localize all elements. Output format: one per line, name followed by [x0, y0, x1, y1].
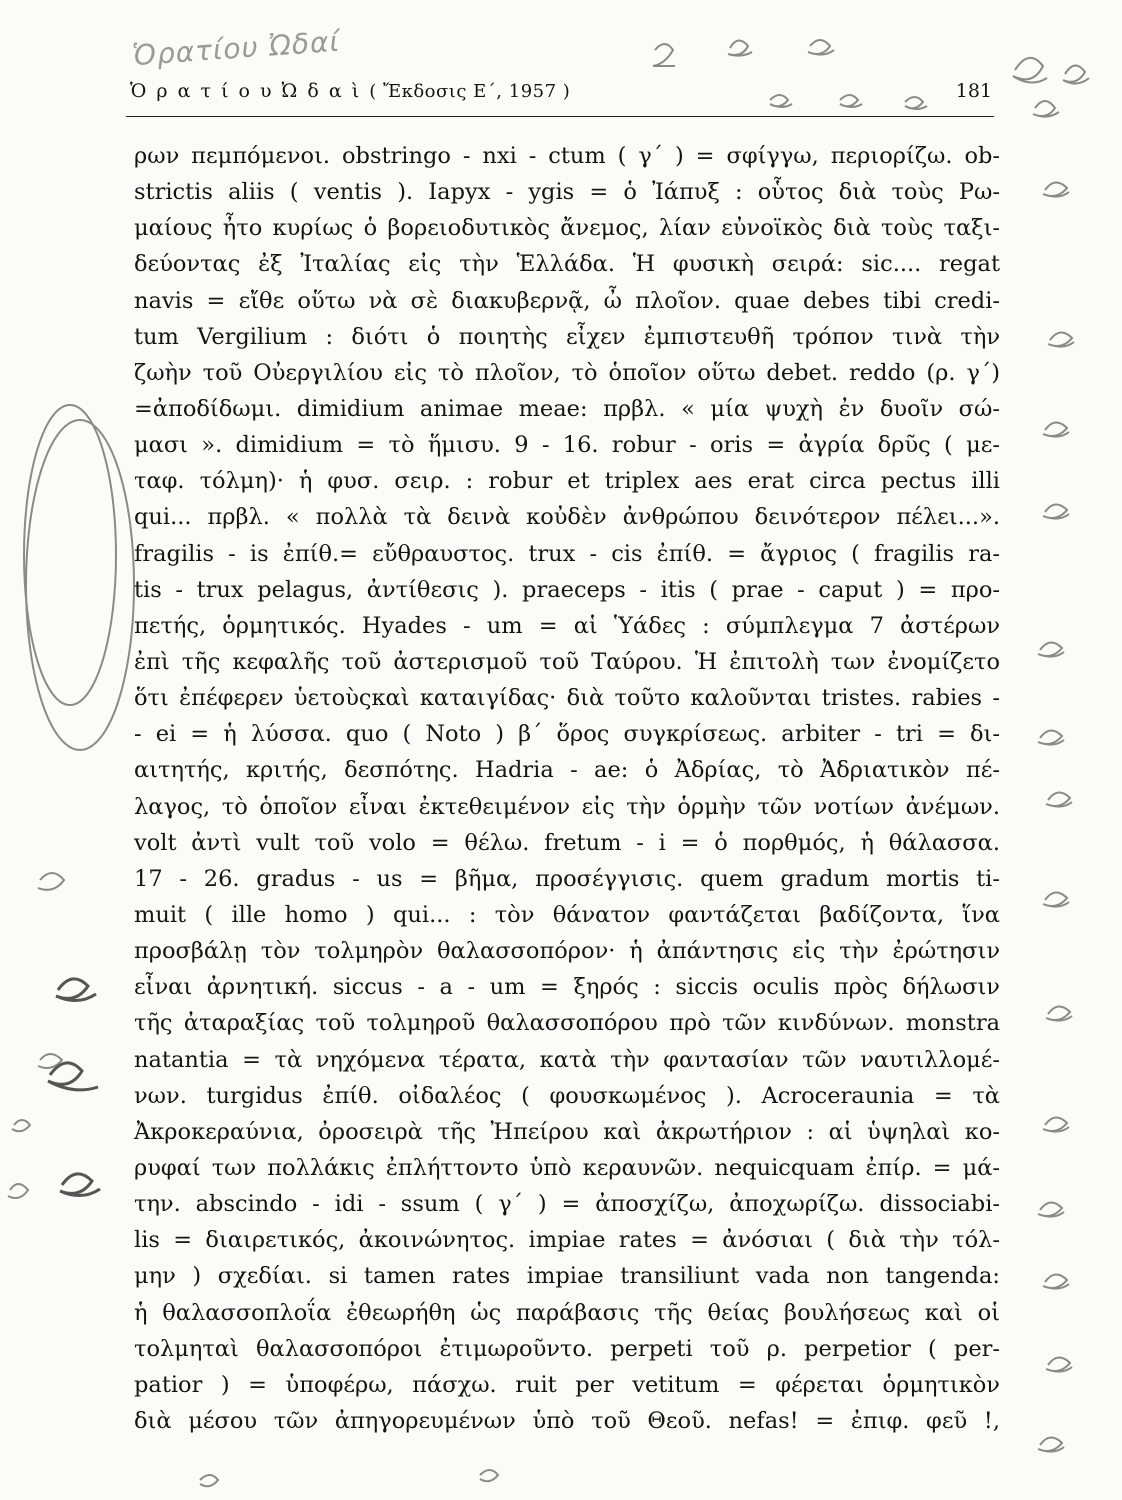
pencil-mark — [480, 1470, 498, 1481]
pencil-mark — [1043, 422, 1069, 436]
text-line: =ἀποδίδωμι. dimidium animae meae: πρβλ. « μία ψυχὴ ἐν δυοῖν σώ- — [134, 395, 1000, 422]
page-number: 181 — [955, 80, 992, 102]
pencil-mark — [48, 1063, 98, 1090]
text-line: πετής, ὁρμητικός. Hyades - um = αἱ Ὑάδες : σύμπλεγμα 7 ἀστέρων — [134, 612, 1000, 639]
text-line: ρων πεμπόμενοι. obstringo - nxi - ctum ( γ΄ ) = σφίγγω, περιορίζω. ob- — [134, 143, 1000, 169]
text-line: ὅτι ἐπέφερεν ὑετοὺςκαὶ καταιγίδας· διὰ τοῦτο καλοῦνται tristes. rabies - — [134, 685, 1000, 712]
text-line: natantia = τὰ νηχόμενα τέρατα, κατὰ τὴν φαντασίαν τῶν ναυτιλλομέ- — [134, 1046, 1000, 1073]
pencil-mark — [38, 1054, 62, 1068]
pencil-mark — [1043, 182, 1069, 196]
pencil-mark — [1046, 1006, 1072, 1020]
pencil-mark — [12, 1120, 30, 1131]
text-line: την. abscindo - idi - ssum ( γ΄ ) = ἀποσχίζω, ἀποχωρίζω. dissociabi- — [134, 1191, 1000, 1218]
text-line: νων. turgidus ἐπίθ. οἰδαλέος ( φουσκωμένος ). Acroceraunia = τὰ — [134, 1082, 1000, 1109]
text-line: ἡ θαλασσοπλοΐα ἐθεωρήθη ὡς παράβασις τῆς θείας βουλήσεως καὶ οἱ — [134, 1299, 1000, 1326]
pencil-mark — [8, 1184, 28, 1198]
text-line: λαγος, τὸ ὁποῖον εἶναι ἐκτεθειμένον εἰς τὴν ὁρμὴν τῶν νοτίων ἀνέμων. — [134, 793, 1000, 820]
text-line: αιτητής, κριτής, δεσπότης. Hadria - ae: ὁ Ἀδρίας, τὸ Ἀδριατικὸν πέ- — [134, 757, 1000, 784]
pencil-mark — [1048, 332, 1074, 346]
pencil-circle — [24, 405, 116, 705]
text-line: - ei = ἡ λύσσα. quo ( Noto ) β΄ ὅρος συγκρίσεως. arbiter - tri = δι- — [134, 721, 1000, 748]
pencil-mark — [200, 1475, 218, 1486]
text-line: μασι ». dimidium = τὸ ἥμισυ. 9 - 16. robur - oris = ἀγρία δρῦς ( με- — [134, 432, 1000, 459]
pencil-mark — [1043, 1117, 1069, 1131]
text-line: volt ἀντὶ vult τοῦ volo = θέλω. fretum - i = ὁ πορθμός, ἡ θάλασσα. — [134, 829, 1000, 856]
text-line: tum Vergilium : διότι ὁ ποιητὴς εἶχεν ἐμπιστευθῆ τρόπον τινὰ τὴν — [134, 323, 1000, 350]
text-line: fragilis - is ἐπίθ.= εὔθραυστος. trux - cis ἐπίθ. = ἄγριος ( fragilis ra- — [134, 540, 1000, 567]
pencil-mark — [1038, 642, 1064, 656]
pencil-mark — [1038, 1202, 1064, 1216]
pencil-mark — [56, 979, 96, 1001]
text-line: 17 - 26. gradus - us = βῆμα, προσέγγισις. quem gradum mortis ti- — [134, 865, 1000, 892]
text-line: ζωὴν τοῦ Οὐεργιλίου εἰς τὸ πλοῖον, τὸ ὁποῖον οὕτω debet. reddo (ρ. γ΄) — [134, 359, 1000, 386]
pencil-mark — [653, 44, 675, 66]
body-text — [134, 138, 1000, 1439]
text-line: μην ) σχεδίαι. si tamen rates impiae transiliunt vada non tangenda: — [134, 1263, 1000, 1290]
pencil-mark — [38, 873, 64, 890]
text-line: Ἀκροκεραύνια, ὀροσειρὰ τῆς Ἠπείρου καὶ ἀκρωτήριον : αἱ ὑψηλαὶ κο- — [134, 1118, 1000, 1145]
pencil-mark — [1043, 892, 1069, 906]
text-line: τῆς ἀταραξίας τοῦ τολμηροῦ θαλασσοπόρου πρὸ τῶν κινδύνων. monstra — [134, 1010, 1000, 1037]
pencil-mark — [1043, 504, 1069, 518]
text-line: τολμηταὶ θαλασσοπόροι ἐτιμωροῦντο. perpeti τοῦ ρ. perpetior ( per- — [134, 1335, 1000, 1362]
pencil-mark — [1063, 65, 1089, 83]
text-line: tis - trux pelagus, ἀντίθεσις ). praeceps - itis ( prae - caput ) = προ- — [134, 576, 1000, 603]
text-line: δεύοντας ἐξ Ἰταλίας εἰς τὴν Ἑλλάδα. Ἡ φυσικὴ σειρά: sic.... regat — [134, 251, 1000, 278]
header-edition: ( Ἔκδοσις Ε΄, 1957 ) — [369, 81, 571, 102]
text-line: προσβάλῃ τὸν τολμηρὸν θαλασσοπόρον· ἡ ἀπάντησις εἰς τὴν ἐρώτησιν — [134, 938, 1000, 965]
pencil-circle — [26, 420, 134, 750]
text-line: εἶναι ἀρνητική. siccus - a - um = ξηρός : siccis oculis πρὸς δήλωσιν — [134, 974, 1000, 1001]
text-line: strictis aliis ( ventis ). Iapyx - ygis = ὁ Ἰάπυξ : οὗτος διὰ τοὺς Ρω- — [134, 179, 1000, 206]
running-header — [126, 80, 994, 110]
pencil-mark — [1013, 58, 1047, 83]
pencil-mark — [1038, 1437, 1064, 1451]
pencil-mark — [808, 40, 834, 55]
pencil-mark — [728, 40, 752, 55]
text-line: διὰ μέσου τῶν ἀπηγορευμένων ὑπὸ τοῦ Θεοῦ. nefas! = ἐπιφ. φεῦ !, — [134, 1407, 1000, 1434]
text-line: ρυφαί των πολλάκις ἐπλήττοντο ὑπὸ κεραυνῶν. nequicquam ἐπίρ. = μά- — [134, 1154, 1000, 1181]
pencil-mark — [1043, 1274, 1069, 1288]
pencil-mark — [1038, 730, 1064, 744]
text-line: ταφ. τόλμη)· ἡ φυσ. σειρ. : robur et triplex aes erat circa pectus illi — [134, 468, 1000, 495]
header-left — [130, 80, 570, 102]
pencil-mark — [60, 1174, 100, 1196]
text-line: navis = εἴθε οὕτω νὰ σὲ διακυβερνᾷ, ὦ πλοῖον. quae debes tibi credi- — [134, 287, 1000, 314]
pencil-mark — [1033, 101, 1059, 117]
text-line: patior ) = ὑποφέρω, πάσχω. ruit per vetitum = φέρεται ὁρμητικὸν — [134, 1371, 1000, 1398]
pencil-mark — [1046, 792, 1072, 806]
text-line: qui... πρβλ. « πολλὰ τὰ δεινὰ κοὐδὲν ἀνθρώπου δεινότερον πέλει...». — [134, 504, 1000, 531]
text-line: ἐπὶ τῆς κεφαλῆς τοῦ ἀστερισμοῦ τοῦ Ταύρου. Ἡ ἐπιτολὴ των ἐνομίζετο — [134, 648, 1000, 675]
pencil-mark — [1046, 1357, 1072, 1371]
pencil-note: Ὁρατίου Ὠδαί — [131, 24, 341, 73]
text-line: μαίους ἦτο κυρίως ὁ βορειοδυτικὸς ἄνεμος, λίαν εὐνοϊκὸς διὰ τοὺς ταξι- — [134, 215, 1000, 242]
text-line: muit ( ille homo ) qui... : τὸν θάνατον φαντάζεται βαδίζοντα, ἵνα — [134, 901, 1000, 928]
header-rule — [126, 116, 994, 117]
header-title: Ὁ ρ α τ ί ο υ Ὠ δ α ὶ — [130, 80, 362, 102]
text-line: lis = διαιρετικός, ἀκοινώνητος. impiae rates = ἀνόσιαι ( διὰ τὴν τόλ- — [134, 1227, 1000, 1254]
